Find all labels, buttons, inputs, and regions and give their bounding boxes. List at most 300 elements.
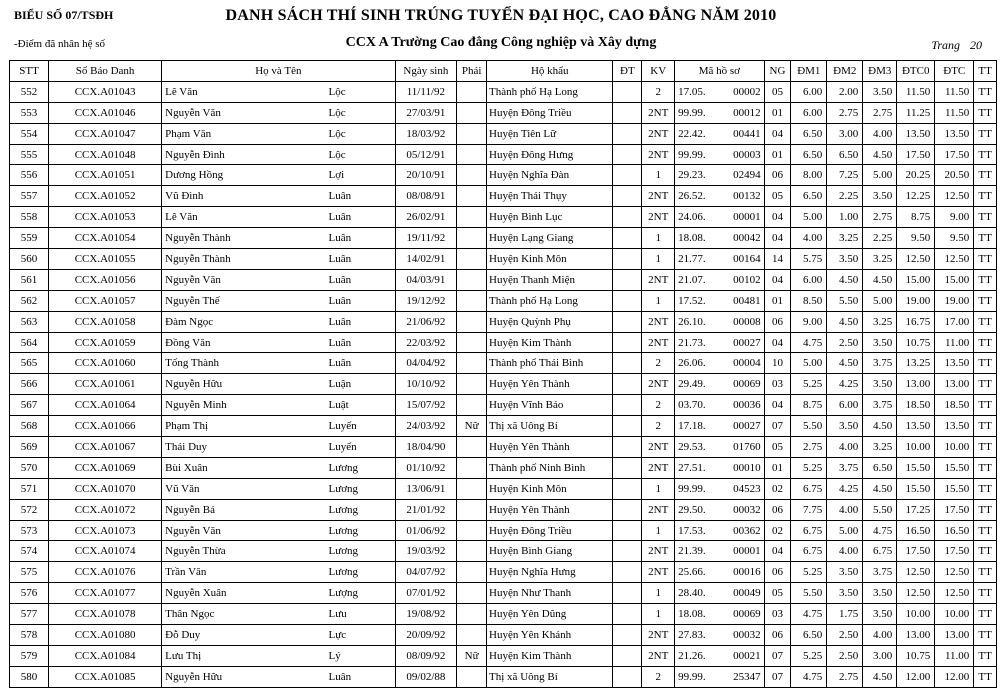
candidate-id-cell: CCX.A01061 (49, 374, 162, 395)
candidate-id-cell: CCX.A01076 (49, 562, 162, 583)
total-raw-cell: 13.50 (897, 123, 935, 144)
score1-cell: 6.75 (791, 541, 827, 562)
residence-cell: Huyện Nghĩa Đàn (487, 165, 613, 186)
full-name-cell (162, 437, 395, 458)
dossier-number: 04523 (733, 482, 761, 495)
dossier-prefix: 21.26. (678, 649, 706, 662)
dossier-code-cell (675, 604, 764, 625)
residence-cell: Huyện Bình Lục (487, 207, 613, 228)
score3-cell: 4.50 (863, 478, 897, 499)
region-cell: 2NT (642, 332, 675, 353)
last-name: Vũ Văn (165, 482, 200, 495)
table-header-row (10, 61, 997, 82)
form-code: BIỂU SỐ 07/TSĐH (14, 8, 114, 22)
region-cell: 2NT (642, 645, 675, 666)
birth-date-cell: 01/10/92 (395, 457, 457, 478)
score2-cell: 6.50 (827, 144, 863, 165)
stt-cell: 569 (10, 437, 49, 458)
score2-cell: 2.50 (827, 645, 863, 666)
full-name-cell (162, 666, 395, 687)
stt-cell: 566 (10, 374, 49, 395)
residence-cell: Huyện Đông Triều (487, 520, 613, 541)
priority-object-cell (613, 645, 642, 666)
last-name: Thân Ngọc (165, 608, 215, 621)
residence-cell: Thành phố Thái Bình (487, 353, 613, 374)
candidate-id-cell: CCX.A01066 (49, 416, 162, 437)
dossier-code-cell (675, 645, 764, 666)
region-cell: 2NT (642, 499, 675, 520)
full-name-cell (162, 604, 395, 625)
dossier-number: 02494 (733, 169, 761, 182)
gender-cell (457, 228, 487, 249)
score3-cell: 3.00 (863, 645, 897, 666)
residence-cell: Huyện Kim Thành (487, 332, 613, 353)
region-cell: 2 (642, 353, 675, 374)
birth-date-cell: 18/03/92 (395, 123, 457, 144)
last-name: Bùi Xuân (165, 461, 208, 474)
score1-cell: 6.50 (791, 144, 827, 165)
score1-cell: 4.75 (791, 332, 827, 353)
score1-cell: 6.75 (791, 478, 827, 499)
stt-cell: 565 (10, 353, 49, 374)
gender-cell (457, 395, 487, 416)
score1-cell: 5.00 (791, 207, 827, 228)
stt-cell: 557 (10, 186, 49, 207)
birth-date-cell: 20/09/92 (395, 625, 457, 646)
last-name: Đỗ Duy (165, 628, 201, 641)
full-name-cell (162, 165, 395, 186)
birth-date-cell: 05/12/91 (395, 144, 457, 165)
table-row (10, 666, 997, 687)
total-rounded-cell: 15.00 (935, 269, 974, 290)
birth-date-cell: 01/06/92 (395, 520, 457, 541)
full-name-cell (162, 332, 395, 353)
gender-cell (457, 249, 487, 270)
stt-cell: 562 (10, 290, 49, 311)
dossier-code-cell (675, 207, 764, 228)
first-name: Luân (328, 294, 352, 307)
total-rounded-cell: 12.50 (935, 562, 974, 583)
last-name: Tống Thành (165, 357, 220, 370)
residence-cell: Huyện Yên Thành (487, 499, 613, 520)
table-row (10, 269, 997, 290)
total-raw-cell: 10.00 (897, 437, 935, 458)
ng-cell: 03 (764, 374, 791, 395)
status-cell: TT (974, 645, 997, 666)
total-rounded-cell: 12.50 (935, 249, 974, 270)
score3-cell: 5.00 (863, 290, 897, 311)
dossier-code-cell (675, 186, 764, 207)
score3-cell: 4.00 (863, 625, 897, 646)
total-rounded-cell: 10.00 (935, 604, 974, 625)
residence-cell: Huyện Kim Thành (487, 645, 613, 666)
full-name-cell (162, 186, 395, 207)
score2-cell: 3.25 (827, 228, 863, 249)
score2-cell: 3.75 (827, 457, 863, 478)
candidate-id-cell: CCX.A01080 (49, 625, 162, 646)
stt-cell: 567 (10, 395, 49, 416)
ng-cell: 06 (764, 165, 791, 186)
status-cell: TT (974, 374, 997, 395)
status-cell: TT (974, 186, 997, 207)
ng-cell: 04 (764, 395, 791, 416)
table-row (10, 416, 997, 437)
priority-object-cell (613, 228, 642, 249)
birth-date-cell: 19/12/92 (395, 290, 457, 311)
total-rounded-cell: 12.50 (935, 583, 974, 604)
dossier-code-cell (675, 541, 764, 562)
score1-cell: 5.25 (791, 374, 827, 395)
table-row (10, 499, 997, 520)
gender-cell (457, 102, 487, 123)
score2-cell: 2.50 (827, 625, 863, 646)
status-cell: TT (974, 520, 997, 541)
dossier-code-cell (675, 666, 764, 687)
status-cell: TT (974, 666, 997, 687)
dossier-prefix: 21.07. (678, 273, 706, 286)
first-name: Luật (328, 399, 349, 412)
dossier-number: 00010 (733, 461, 761, 474)
region-cell: 2NT (642, 186, 675, 207)
stt-cell: 558 (10, 207, 49, 228)
column-header: ĐM3 (863, 61, 897, 82)
total-rounded-cell: 11.50 (935, 81, 974, 102)
score2-cell: 3.50 (827, 249, 863, 270)
total-raw-cell: 13.00 (897, 374, 935, 395)
last-name: Nguyễn Bá (165, 503, 215, 516)
dossier-number: 00132 (733, 190, 761, 203)
column-header: ĐT (613, 61, 642, 82)
last-name: Nguyễn Thành (165, 232, 231, 245)
score3-cell: 4.50 (863, 416, 897, 437)
priority-object-cell (613, 395, 642, 416)
residence-cell: Huyện Lạng Giang (487, 228, 613, 249)
dossier-number: 00008 (733, 315, 761, 328)
total-rounded-cell: 13.50 (935, 416, 974, 437)
total-rounded-cell: 10.00 (935, 437, 974, 458)
score3-cell: 2.25 (863, 228, 897, 249)
last-name: Thái Duy (165, 440, 208, 453)
page-number: 20 (970, 38, 982, 52)
dossier-prefix: 27.83. (678, 628, 706, 641)
stt-cell: 580 (10, 666, 49, 687)
total-raw-cell: 18.50 (897, 395, 935, 416)
score1-cell: 4.00 (791, 228, 827, 249)
dossier-prefix: 17.18. (678, 420, 706, 433)
score3-cell: 3.75 (863, 395, 897, 416)
table-row (10, 332, 997, 353)
score2-cell: 4.25 (827, 374, 863, 395)
score2-cell: 4.25 (827, 478, 863, 499)
score2-cell: 2.75 (827, 102, 863, 123)
full-name-cell (162, 625, 395, 646)
gender-cell: Nữ (457, 645, 487, 666)
birth-date-cell: 14/02/91 (395, 249, 457, 270)
dossier-code-cell (675, 625, 764, 646)
dossier-number: 00164 (733, 252, 761, 265)
stt-cell: 575 (10, 562, 49, 583)
residence-cell: Huyện Tiên Lữ (487, 123, 613, 144)
ng-cell: 04 (764, 269, 791, 290)
residence-cell: Huyện Yên Thành (487, 374, 613, 395)
score1-cell: 6.50 (791, 186, 827, 207)
first-name: Lương (328, 482, 359, 495)
score1-cell: 5.00 (791, 353, 827, 374)
score1-cell: 8.00 (791, 165, 827, 186)
dossier-number: 00049 (733, 587, 761, 600)
last-name: Nguyễn Đình (165, 148, 225, 161)
candidate-id-cell: CCX.A01054 (49, 228, 162, 249)
score1-cell: 2.75 (791, 437, 827, 458)
score3-cell: 3.50 (863, 186, 897, 207)
status-cell: TT (974, 604, 997, 625)
total-raw-cell: 9.50 (897, 228, 935, 249)
priority-object-cell (613, 353, 642, 374)
candidate-id-cell: CCX.A01085 (49, 666, 162, 687)
full-name-cell (162, 290, 395, 311)
ng-cell: 06 (764, 499, 791, 520)
total-raw-cell: 19.00 (897, 290, 935, 311)
score3-cell: 6.50 (863, 457, 897, 478)
region-cell: 1 (642, 583, 675, 604)
score3-cell: 4.00 (863, 123, 897, 144)
status-cell: TT (974, 583, 997, 604)
dossier-number: 00441 (733, 127, 761, 140)
table-row (10, 645, 997, 666)
score1-cell: 6.00 (791, 102, 827, 123)
column-header: ĐM2 (827, 61, 863, 82)
gender-cell (457, 583, 487, 604)
column-header: Hộ khẩu (487, 61, 613, 82)
status-cell: TT (974, 416, 997, 437)
dossier-code-cell (675, 269, 764, 290)
page-label: Trang (931, 38, 960, 52)
total-rounded-cell: 12.50 (935, 186, 974, 207)
column-header: ĐTC0 (897, 61, 935, 82)
last-name: Dương Hồng (165, 169, 224, 182)
status-cell: TT (974, 123, 997, 144)
score3-cell: 6.75 (863, 541, 897, 562)
score2-cell: 3.50 (827, 583, 863, 604)
status-cell: TT (974, 102, 997, 123)
score1-cell: 5.75 (791, 249, 827, 270)
dossier-code-cell (675, 395, 764, 416)
dossier-prefix: 26.10. (678, 315, 706, 328)
priority-object-cell (613, 416, 642, 437)
first-name: Lưu (328, 608, 347, 621)
region-cell: 1 (642, 604, 675, 625)
dossier-number: 00069 (733, 608, 761, 621)
last-name: Lưu Thị (165, 649, 202, 662)
dossier-code-cell (675, 123, 764, 144)
gender-cell (457, 186, 487, 207)
residence-cell: Thành phố Hạ Long (487, 290, 613, 311)
stt-cell: 579 (10, 645, 49, 666)
ng-cell: 04 (764, 207, 791, 228)
table-row (10, 457, 997, 478)
candidate-id-cell: CCX.A01043 (49, 81, 162, 102)
birth-date-cell: 21/06/92 (395, 311, 457, 332)
region-cell: 2NT (642, 374, 675, 395)
table-row (10, 290, 997, 311)
stt-cell: 560 (10, 249, 49, 270)
dossier-prefix: 29.50. (678, 503, 706, 516)
region-cell: 2NT (642, 541, 675, 562)
full-name-cell (162, 81, 395, 102)
residence-cell: Huyện Quỳnh Phụ (487, 311, 613, 332)
gender-cell (457, 604, 487, 625)
candidate-id-cell: CCX.A01064 (49, 395, 162, 416)
total-raw-cell: 11.50 (897, 81, 935, 102)
first-name: Lương (328, 503, 359, 516)
gender-cell (457, 290, 487, 311)
status-cell: TT (974, 207, 997, 228)
total-raw-cell: 13.25 (897, 353, 935, 374)
ng-cell: 06 (764, 562, 791, 583)
score1-cell: 6.75 (791, 520, 827, 541)
dossier-prefix: 22.42. (678, 127, 706, 140)
column-header: ĐTC (935, 61, 974, 82)
score2-cell: 6.00 (827, 395, 863, 416)
birth-date-cell: 27/03/91 (395, 102, 457, 123)
full-name-cell (162, 228, 395, 249)
table-row (10, 353, 997, 374)
dossier-number: 00001 (733, 211, 761, 224)
dossier-code-cell (675, 228, 764, 249)
dossier-code-cell (675, 416, 764, 437)
stt-cell: 552 (10, 81, 49, 102)
score1-cell: 4.75 (791, 604, 827, 625)
dossier-code-cell (675, 437, 764, 458)
stt-cell: 572 (10, 499, 49, 520)
priority-object-cell (613, 249, 642, 270)
total-rounded-cell: 17.50 (935, 541, 974, 562)
ng-cell: 07 (764, 416, 791, 437)
dossier-prefix: 17.05. (678, 85, 706, 98)
priority-object-cell (613, 269, 642, 290)
gender-cell (457, 123, 487, 144)
status-cell: TT (974, 290, 997, 311)
first-name: Lộc (328, 127, 346, 140)
dossier-number: 00001 (733, 545, 761, 558)
score3-cell: 3.75 (863, 562, 897, 583)
total-rounded-cell: 13.00 (935, 374, 974, 395)
region-cell: 2NT (642, 144, 675, 165)
column-header: KV (642, 61, 675, 82)
dossier-number: 00481 (733, 294, 761, 307)
birth-date-cell: 08/09/92 (395, 645, 457, 666)
region-cell: 2NT (642, 457, 675, 478)
priority-object-cell (613, 457, 642, 478)
dossier-number: 00004 (733, 357, 761, 370)
ng-cell: 05 (764, 583, 791, 604)
full-name-cell (162, 541, 395, 562)
score2-cell: 4.00 (827, 541, 863, 562)
full-name-cell (162, 102, 395, 123)
full-name-cell (162, 520, 395, 541)
residence-cell: Huyện Đông Hưng (487, 144, 613, 165)
full-name-cell (162, 207, 395, 228)
column-header: Họ và Tên (162, 61, 395, 82)
total-raw-cell: 8.75 (897, 207, 935, 228)
stt-cell: 577 (10, 604, 49, 625)
residence-cell: Huyện Thanh Miện (487, 269, 613, 290)
table-row (10, 144, 997, 165)
full-name-cell (162, 457, 395, 478)
full-name-cell (162, 583, 395, 604)
dossier-prefix: 27.51. (678, 461, 706, 474)
stt-cell: 570 (10, 457, 49, 478)
ng-cell: 02 (764, 520, 791, 541)
dossier-prefix: 21.73. (678, 336, 706, 349)
priority-object-cell (613, 102, 642, 123)
region-cell: 2 (642, 395, 675, 416)
dossier-code-cell (675, 332, 764, 353)
candidate-id-cell: CCX.A01073 (49, 520, 162, 541)
stt-cell: 578 (10, 625, 49, 646)
birth-date-cell: 09/02/88 (395, 666, 457, 687)
gender-cell (457, 457, 487, 478)
page-indicator (931, 38, 982, 53)
gender-cell (457, 353, 487, 374)
priority-object-cell (613, 332, 642, 353)
dossier-number: 00362 (733, 524, 761, 537)
dossier-code-cell (675, 102, 764, 123)
table-row (10, 207, 997, 228)
ng-cell: 01 (764, 102, 791, 123)
birth-date-cell: 26/02/91 (395, 207, 457, 228)
table-row (10, 541, 997, 562)
ng-cell: 04 (764, 123, 791, 144)
score1-cell: 5.50 (791, 416, 827, 437)
first-name: Luân (328, 190, 352, 203)
full-name-cell (162, 249, 395, 270)
score2-cell: 4.50 (827, 353, 863, 374)
gender-cell (457, 520, 487, 541)
candidate-id-cell: CCX.A01057 (49, 290, 162, 311)
dossier-number: 00036 (733, 399, 761, 412)
gender-cell (457, 541, 487, 562)
ng-cell: 05 (764, 437, 791, 458)
residence-cell: Huyện Nghĩa Hưng (487, 562, 613, 583)
dossier-number: 00012 (733, 106, 761, 119)
birth-date-cell: 19/11/92 (395, 228, 457, 249)
total-raw-cell: 10.75 (897, 645, 935, 666)
full-name-cell (162, 269, 395, 290)
last-name: Nguyễn Minh (165, 399, 227, 412)
birth-date-cell: 08/08/91 (395, 186, 457, 207)
stt-cell: 576 (10, 583, 49, 604)
table-row (10, 102, 997, 123)
full-name-cell (162, 144, 395, 165)
region-cell: 2NT (642, 562, 675, 583)
score3-cell: 3.50 (863, 374, 897, 395)
residence-cell: Huyện Kinh Môn (487, 478, 613, 499)
stt-cell: 554 (10, 123, 49, 144)
candidate-id-cell: CCX.A01053 (49, 207, 162, 228)
region-cell: 1 (642, 478, 675, 499)
dossier-number: 00027 (733, 420, 761, 433)
score3-cell: 4.50 (863, 666, 897, 687)
dossier-code-cell (675, 562, 764, 583)
dossier-prefix: 29.23. (678, 169, 706, 182)
birth-date-cell: 24/03/92 (395, 416, 457, 437)
residence-cell: Huyện Đông Triều (487, 102, 613, 123)
gender-cell (457, 165, 487, 186)
gender-cell (457, 207, 487, 228)
region-cell: 1 (642, 228, 675, 249)
total-rounded-cell: 16.50 (935, 520, 974, 541)
